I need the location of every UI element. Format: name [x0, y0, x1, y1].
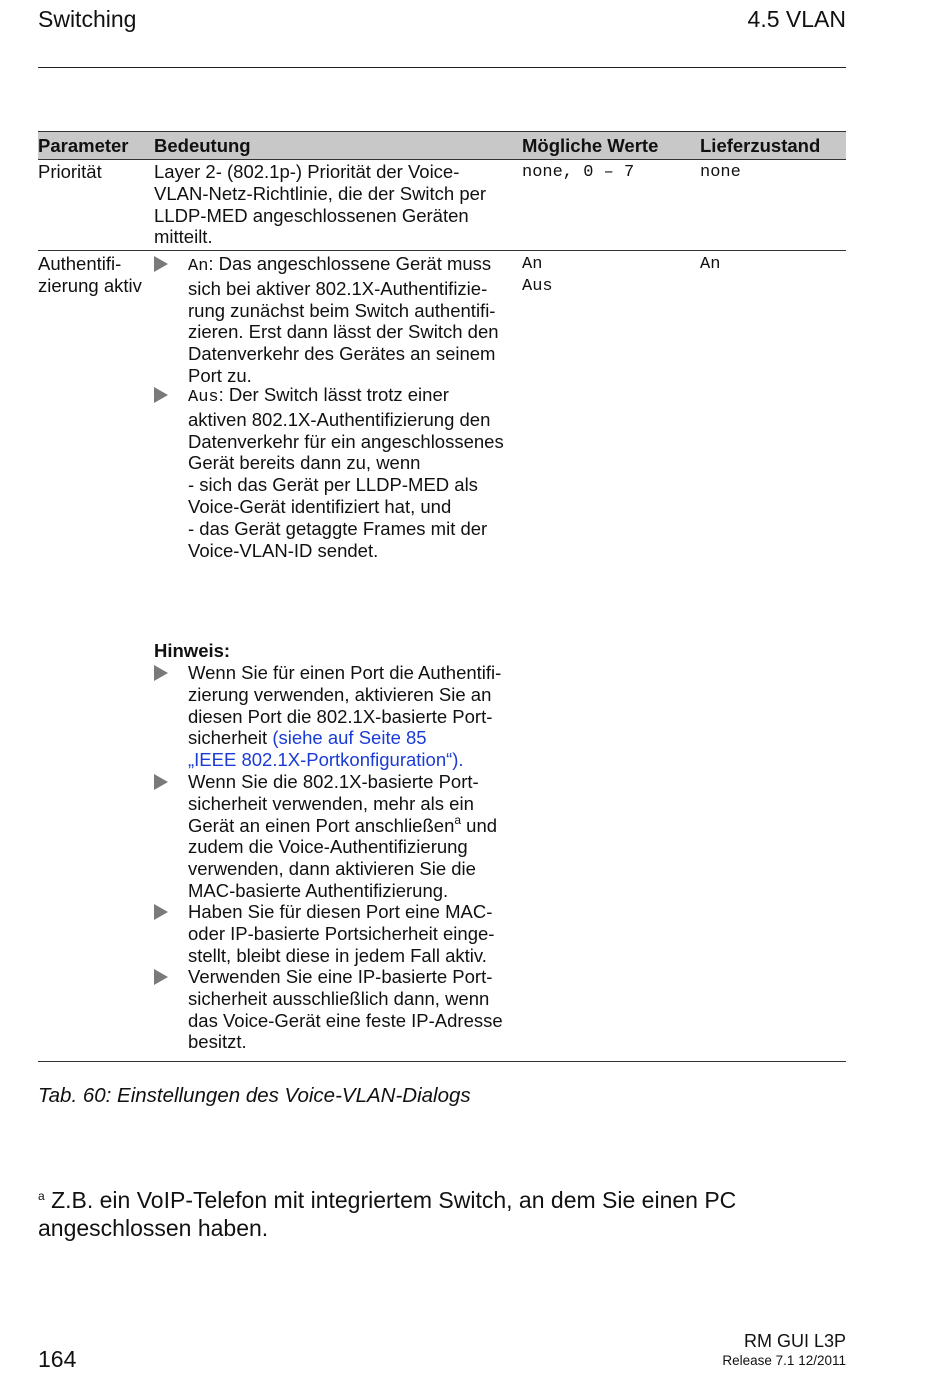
footnote-text: Z.B. ein VoIP-Telefon mit integriertem Switch, an dem Sie einen PC angeschlossen haben.	[38, 1187, 737, 1241]
note-heading: Hinweis:	[154, 640, 231, 661]
table-bottom-rule	[38, 1061, 846, 1062]
table-header	[38, 131, 846, 160]
triangle-bullet-icon	[154, 904, 168, 920]
list-item-text: und zudem die Voice-Authentifizierung verwenden, dann aktivieren Sie die MAC-basierte Authentifizierung.	[188, 814, 498, 901]
list-item-aus	[154, 384, 524, 561]
list-item-text: : Das angeschlossene Gerät muss sich bei aktiver 802.1X-Authentifizie- rung zunächst beim Switch authentifi- zieren. Erst dann lässt der Switch den Datenverkehr des Gerätes an seinem Port zu.	[188, 253, 499, 386]
cross-reference-link[interactable]: (siehe auf Seite 85 „IEEE 802.1X-Portkonfiguration“).	[188, 727, 464, 771]
row1-values: none, 0 – 7	[522, 163, 635, 182]
footer-product: RM GUI L3P	[743, 1331, 846, 1351]
list-item-text: Wenn Sie für einen Port die Authentifi- zierung verwenden, aktivieren Sie an diesen Port die 802.1X-basierte Port- sicherheit	[188, 662, 502, 749]
triangle-bullet-icon	[154, 774, 168, 790]
row1-default: none	[700, 163, 741, 182]
list-item-text: Wenn Sie die 802.1X-basierte Port- sicherheit verwenden, mehr als ein Gerät an einen Port anschließen	[188, 771, 479, 836]
triangle-bullet-icon	[154, 969, 168, 985]
value-code-aus: Aus	[188, 388, 219, 407]
list-item-text: : Der Switch lässt trotz einer aktiven 802.1X-Authentifizierung den Datenverkehr für ein angeschlossenes Gerät bereits dann zu, wenn - sich das Gerät per LLDP-MED als Voice-Gerät identifiziert hat, und - das Gerät getaggte Frames mit der Voice-VLAN-ID sendet.	[188, 384, 504, 561]
page-number: 164	[38, 1346, 77, 1372]
header-chapter-title: 4.5 VLAN	[747, 6, 846, 32]
row2-default: An	[700, 255, 721, 274]
note-item-4	[154, 966, 524, 1053]
list-item-text: Haben Sie für diesen Port eine MAC- oder IP-basierte Portsicherheit einge- stellt, bleibt diese in jedem Fall aktiv.	[188, 901, 495, 966]
footnote	[38, 1186, 838, 1242]
triangle-bullet-icon	[154, 665, 168, 681]
column-header-meaning: Bedeutung	[154, 135, 251, 156]
row2-values: An Aus	[522, 255, 553, 296]
column-header-values: Mögliche Werte	[522, 135, 659, 156]
footnote-marker: a	[38, 1189, 45, 1203]
header-section-title: Switching	[38, 6, 137, 32]
value-code-an: An	[188, 257, 209, 276]
list-item-text: Verwenden Sie eine IP-basierte Port- sicherheit ausschließlich dann, wenn das Voice-Gerät eine feste IP-Adresse besitzt.	[188, 966, 503, 1053]
table-caption: Tab. 60: Einstellungen des Voice-VLAN-Dialogs	[38, 1084, 471, 1107]
row-divider	[38, 250, 846, 251]
note-item-2	[154, 771, 524, 902]
triangle-bullet-icon	[154, 387, 168, 403]
row2-parameter: Authentifi- zierung aktiv	[38, 253, 142, 296]
header-divider	[38, 67, 846, 68]
row1-parameter: Priorität	[38, 161, 102, 182]
footer-release: Release 7.1 12/2011	[722, 1353, 846, 1368]
row1-meaning: Layer 2- (802.1p-) Priorität der Voice- VLAN-Netz-Richtlinie, die der Switch per LLDP-MED angeschlossenen Geräten mitteilt.	[154, 161, 487, 248]
triangle-bullet-icon	[154, 256, 168, 272]
column-header-parameter: Parameter	[38, 135, 129, 156]
note-item-1	[154, 662, 524, 771]
column-header-default: Lieferzustand	[700, 135, 821, 156]
note-item-3	[154, 901, 524, 966]
list-item-an	[154, 253, 524, 387]
footnote-reference: a	[454, 812, 462, 827]
